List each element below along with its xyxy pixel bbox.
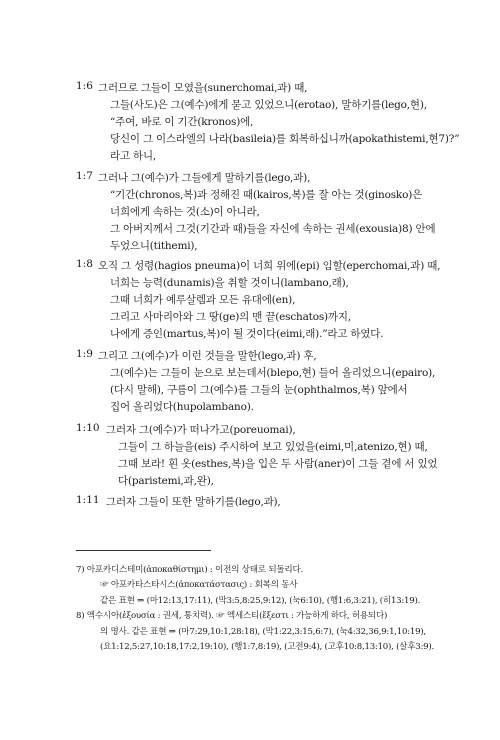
verse-1-7 [76,170,446,255]
footnote-line: 8) 엑수시아(ἐξουσία : 권세, 통치력). ☞ 엑세스티(ἔξεστι : 가능하게 하다, 허용되다) [76,611,388,622]
verse-line: “주여, 바로 이 기간(kronos)에, [110,116,254,128]
verse-line: 그(예수)는 그들이 눈으로 보는데서(blepo,현) 들어 올리었으니(epairo), [110,367,436,379]
verse-line: 너희는 능력(dunamis)을 취할 것이니(lambano,래), [110,277,349,289]
verse-line: 그리고 사마리아와 그 땅(ge)의 맨 끝(eschatos)까지, [110,311,351,323]
verse-line: 그 아버지께서 그것(기간과 때)들을 자신에 속하는 권세(exousia)8) 안에 [110,223,436,235]
verse-number: 1:6 [76,80,93,92]
verse-line: 당신이 그 이스라엘의 나라(basileia)를 회복하십니까(apokathistemi,현7)?” [110,133,460,145]
verse-line: 그들(사도)은 그(예수)에게 묻고 있었으니(erotao), 말하기를(lego,현), [110,99,427,111]
verse-line: 라고 하니, [110,150,157,162]
verse-number: 1:8 [76,258,93,270]
verse-line: 그러므로 그들이 모였을(sunerchomai,과) 때, [98,82,308,94]
verse-line: “기간(chronos,복)과 정해진 때(kairos,복)를 잘 아는 것(ginosko)은 [110,189,423,201]
verse-1-6 [76,80,460,165]
verse-number: 1:9 [76,348,93,360]
verse-line: 그때 보라! 흰 옷(esthes,복)을 입은 두 사람(aner)이 그들 곁에 서 있었 [118,458,438,470]
verse-line: 그들이 그 하늘을(eis) 주시하여 보고 있었을(eimi,미,atenizo,현) 때, [118,441,428,453]
verse-line: 다(paristemi,과,완), [118,475,214,487]
footnotes [76,563,456,655]
verse-number: 1:10 [76,422,100,434]
verse-line: 그러나 그(예수)가 그들에게 말하기를(lego,과), [98,172,311,184]
footnote-line: 같은 표현 ⇒ (마12:13,17:11), (막3:5,8:25,9:12), (눅6:10), (행1:6,3:21), (히13:19). [100,595,421,606]
verse-1-10 [76,422,446,490]
footnote-line: ☞ 아포카타스타시스(ἀποκατάστασις) : 회복의 동사 [100,580,298,591]
verse-line: 그러자 그들이 또한 말하기를(lego,과), [106,496,281,508]
verse-line: 그러자 그(예수)가 떠나가고(poreuomai), [106,424,296,436]
verse-line: 나에게 증인(martus,복)이 될 것이다(eimi,래).”라고 하였다. [110,328,384,340]
footnote-divider [76,550,211,551]
verse-1-9 [76,348,446,416]
verse-line: 집어 올리었다(hupolambano). [110,401,254,413]
verse-line: 오직 그 성령(hagios pneuma)이 너희 위에(epi) 임할(eperchomai,과) 때, [98,260,441,272]
verse-line: 그리고 그(예수)가 이런 것들을 말한(lego,과) 후, [98,350,317,362]
verse-number: 1:11 [76,494,100,506]
verse-line: (다시 말해), 구름이 그(예수)를 그들의 눈(ophthalmos,복) 앞에서 [110,384,408,396]
verse-line: 두었으니(tithemi), [110,240,198,252]
footnote-line: 7) 아포카디스테미(ἀποκαθίστημι) : 이전의 상태로 되돌리다. [76,565,304,575]
verse-line: 너희에게 속하는 것(소)이 아니라, [110,206,260,218]
footnote-line: 의 명사. 같은 표현 ⇒ (마7:29,10:1,28:18), (막1:22,3:15,6:7), (눅4:32,36,9:1,10:19), [100,626,426,637]
verse-1-11 [76,494,446,511]
verse-number: 1:7 [76,170,93,182]
footnote-line: (요1:12,5:27,10:18,17:2,19:10), (행1:7,8:19), (고전9:4), (고후10:8,13:10), (살후3:9). [100,642,434,653]
verse-1-8 [76,258,446,343]
verse-line: 그때 너희가 예루살렘과 모든 유대에(en), [110,294,296,306]
